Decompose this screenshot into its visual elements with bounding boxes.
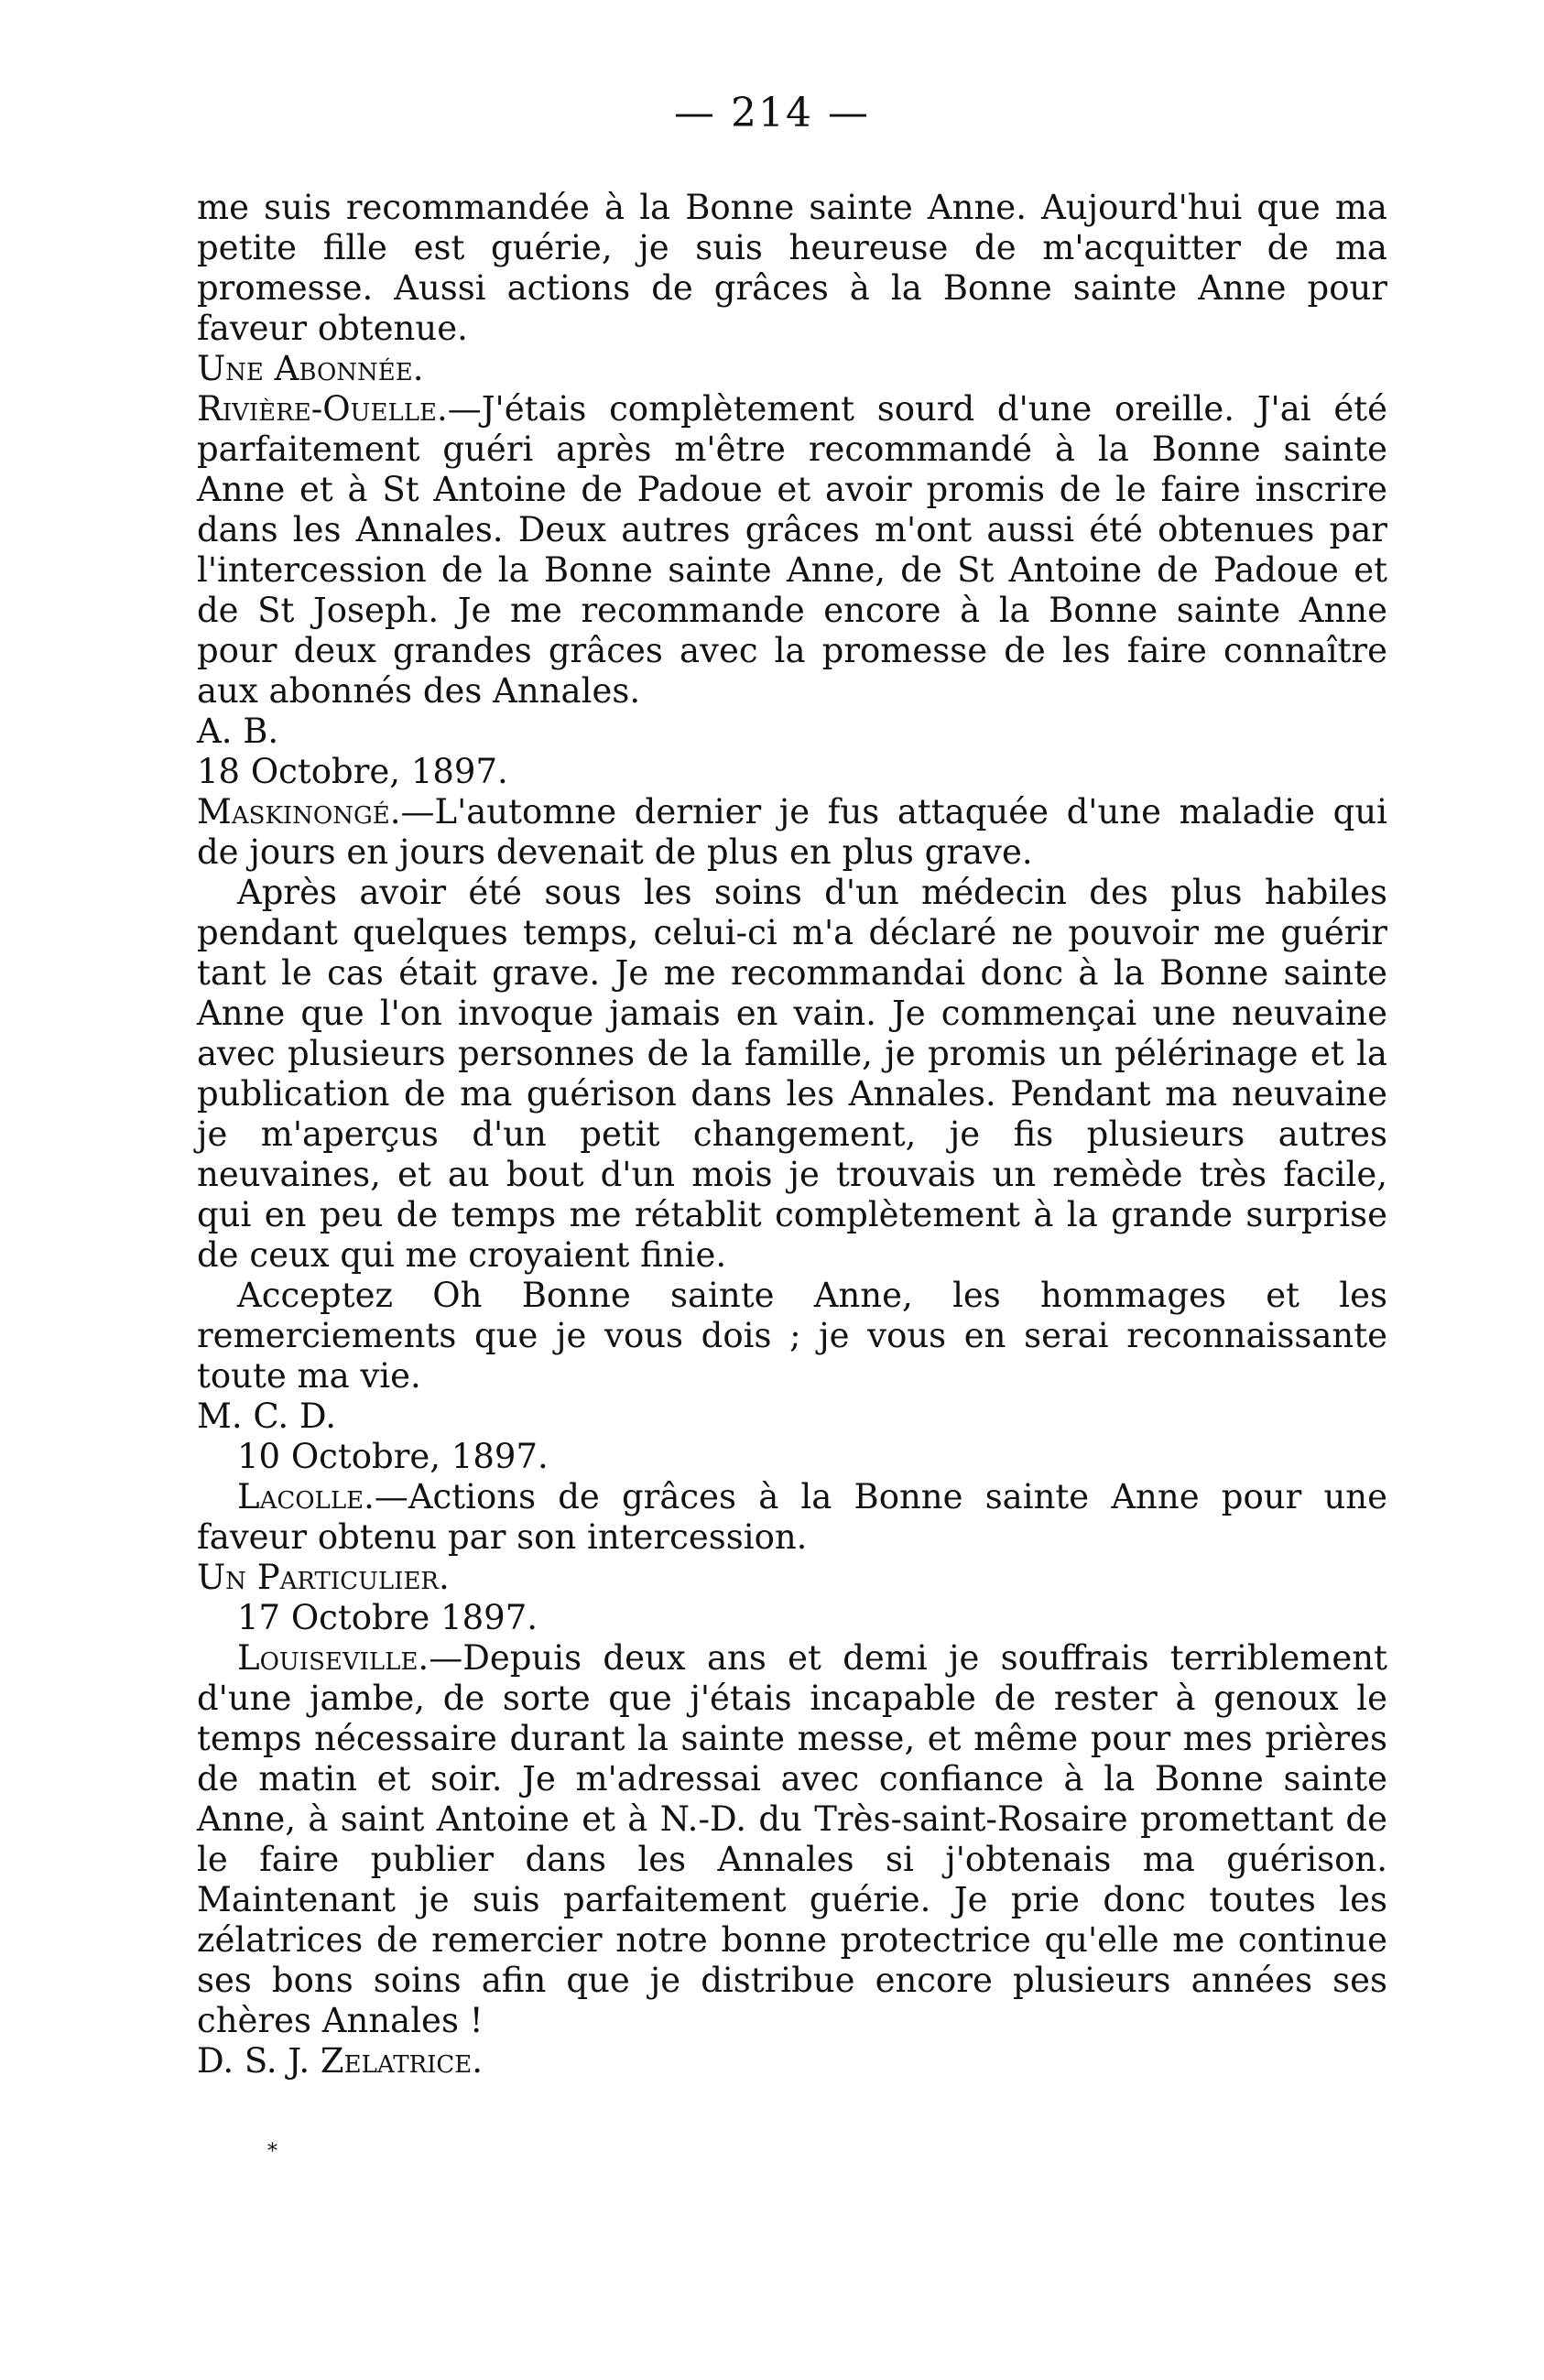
stray-ink-mark: ⁎	[267, 2134, 277, 2157]
signature: A. B.	[197, 712, 279, 751]
entry-date: 10 Octobre, 1897.	[237, 1437, 549, 1476]
signature: Une Abonnée.	[197, 349, 424, 388]
place-name: Louiseville.	[237, 1638, 429, 1678]
place-name: Maskinongé.	[197, 792, 401, 831]
entry-paragraph	[197, 1638, 1387, 2041]
entry-text: —Depuis deux ans et demi je souffrais terriblement d'une jambe, de sorte que j'étais incapable de rester à genoux le temps nécessaire durant la sainte messe, et même pour mes prières de matin et soir. Je m'adressai avec confiance à la Bonne sainte Anne, à saint Antoine et à N.-D. du Très-saint-Rosaire promettant de le faire publier dans les Annales si j'obtenais ma guérison. Maintenant je suis parfaitement guérie. Je prie donc toutes les zélatrices de remercier notre bonne protectrice qu'elle me continue ses bons soins afin que je distribue encore plusieurs années ses chères Annales !	[197, 1638, 1387, 2040]
entry-paragraph	[197, 792, 1387, 873]
page-number: — 214 —	[674, 90, 870, 136]
entry-paragraph	[197, 1477, 1387, 1558]
entry-paragraph: me suis recommandée à la Bonne sainte Anne. Aujourd'hui que ma petite fille est guérie, je suis heureuse de m'acquitter de ma promesse. Aussi actions de grâces à la Bonne sainte Anne pour faveur obtenue.	[197, 188, 1387, 348]
signature: D. S. J. Zelatrice.	[197, 2041, 484, 2081]
place-name: Rivière-Ouelle.	[197, 389, 448, 429]
text-column	[197, 188, 1387, 2081]
entry-text: —L'automne dernier je fus attaquée d'une maladie qui de jours en jours devenait de plus en plus grave.	[197, 792, 1387, 872]
entry-paragraph: Acceptez Oh Bonne sainte Anne, les hommages et les remerciements que je vous dois ; je vous en serai reconnaissante toute ma vie.	[197, 1276, 1387, 1396]
signature: M. C. D.	[197, 1396, 337, 1436]
place-name: Lacolle.	[237, 1477, 375, 1516]
entry-date: 18 Octobre, 1897.	[197, 752, 508, 791]
entry-date: 17 Octobre 1897.	[237, 1598, 538, 1637]
entry-text: —Actions de grâces à la Bonne sainte Anne pour une faveur obtenu par son intercession.	[197, 1477, 1387, 1557]
entry-text: —J'étais complètement sourd d'une oreille. J'ai été parfaitement guéri après m'être recommandé à la Bonne sainte Anne et à St Antoine de Padoue et avoir promis de le faire inscrire dans les Annales. Deux autres grâces m'ont aussi été obtenues par l'intercession de la Bonne sainte Anne, de St Antoine de Padoue et de St Joseph. Je me recommande encore à la Bonne sainte Anne pour deux grandes grâces avec la promesse de les faire connaître aux abonnés des Annales.	[197, 389, 1387, 711]
entry-paragraph: Après avoir été sous les soins d'un médecin des plus habiles pendant quelques temps, celui-ci m'a déclaré ne pouvoir me guérir tant le cas était grave. Je me recommandai donc à la Bonne sainte Anne que l'on invoque jamais en vain. Je commençai une neuvaine avec plusieurs personnes de la famille, je promis un pélérinage et la publication de ma guérison dans les Annales. Pendant ma neuvaine je m'aperçus d'un petit changement, je fis plusieurs autres neuvaines, et au bout d'un mois je trouvais un remède très facile, qui en peu de temps me rétablit complètement à la grande surprise de ceux qui me croyaient finie.	[197, 873, 1387, 1275]
signature: Un Particulier.	[197, 1558, 450, 1597]
entry-paragraph	[197, 389, 1387, 712]
